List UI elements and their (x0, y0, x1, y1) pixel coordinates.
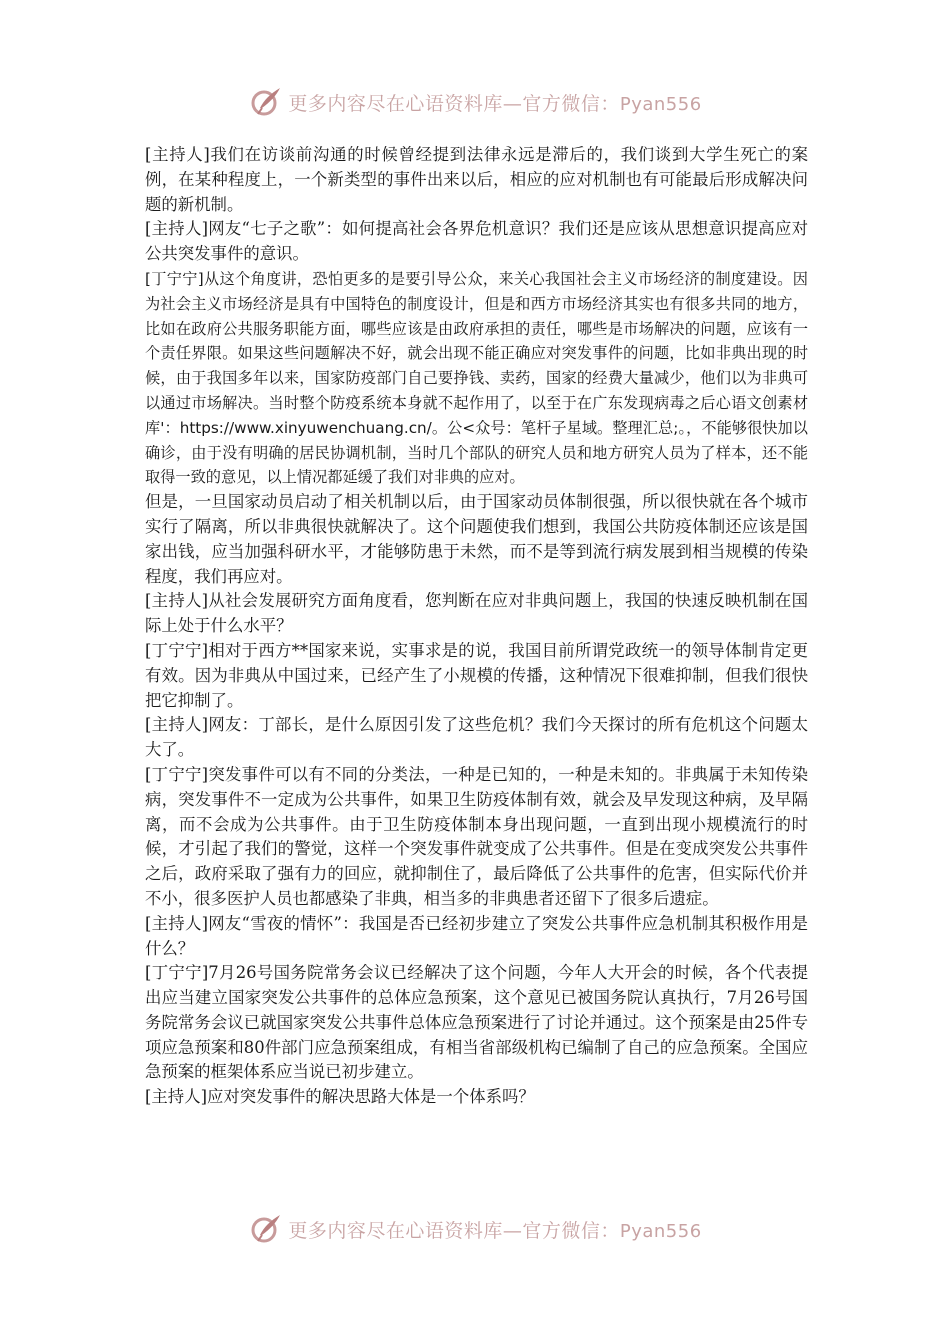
document-body (145, 143, 808, 1110)
paragraph-6: [丁宁宁]相对于西方**国家来说，实事求是的说，我国目前所谓党政统一的领导体制肯定更有效。因为非典从中国过来，已经产生了小规模的传播，这种情况下很难抑制，但我们很快把它抑制了。 (145, 640, 808, 710)
paragraph-8: [丁宁宁]突发事件可以有不同的分类法，一种是已知的，一种是未知的。非典属于未知传染病，突发事件不一定成为公共事件，如果卫生防疫体制有效，就会及早发现这种病，及早隔离，而不会成为公共事件。由于卫生防疫体制本身出现问题，一直到出现小规模流行的时候，才引起了我们的警觉，这样一个突发事件就变成了公共事件。但是在变成突发公共事件之后，政府采取了强有力的回应，就抑制住了，最后降低了公共事件的危害，但实际代价并不小，很多医护人员也都感染了非典，相当多的非典患者还留下了很多后遗症。 (145, 764, 808, 908)
paragraph-3: [丁宁宁]从这个角度讲，恐怕更多的是要引导公众，来关心我国社会主义市场经济的制度建设。因为社会主义市场经济是具有中国特色的制度设计，但是和西方市场经济其实也有很多共同的地方，比如在政府公共服务职能方面，哪些应该是由政府承担的责任，哪些是市场解决的问题，应该有一个责任界限。如果这些问题解决不好，就会出现不能正确应对突发事件的问题，比如非典出现的时候，由于我国多年以来，国家防疫部门自己要挣钱、卖药，国家的经费大量减少，他们以为非典可以通过市场解决。当时整个防疫系统本身就不起作用了，以至于在广东发现病毒之后心语文创素材库'：https://www.xinyuwenchuang.cn/。公<众号：笔杆子星域。整理汇总;。，不能够很快加以确诊，由于没有明确的居民协调机制，当时几个部队的研究人员和地方研究人员为了样本，还不能取得一致的意见，以上情况都延缓了我们对非典的应对。 (145, 269, 808, 487)
header-watermark-text: 更多内容尽在心语资料库—官方微信：Pyan556 (288, 92, 702, 115)
header-watermark-handle: Pyan556 (619, 93, 702, 115)
paragraph-7: [主持人]网友：丁部长，是什么原因引发了这些危机？我们今天探讨的所有危机这个问题太大了。 (145, 715, 808, 760)
paragraph-10: [丁宁宁]7月26号国务院常务会议已经解决了这个问题，今年人大开会的时候，各个代表提出应当建立国家突发公共事件的总体应急预案，这个意见已被国务院认真执行，7月26号国务院常务会议已就国家突发公共事件总体应急预案进行了讨论并通过。这个预案是由25件专项应急预案和80件部门应急预案组成，有相当省部级机构已编制了自己的应急预案。全国应急预案的框架体系应当说已初步建立。 (145, 963, 808, 1082)
paragraph-2: [主持人]网友“七子之歌”：如何提高社会各界危机意识？我们还是应该从思想意识提高应对公共突发事件的意识。 (145, 219, 808, 264)
footer-watermark-text: 更多内容尽在心语资料库—官方微信：Pyan556 (288, 1219, 702, 1242)
footer-watermark-handle: Pyan556 (619, 1220, 702, 1242)
paragraph-11: [主持人]应对突发事件的解决思路大体是一个体系吗？ (145, 1087, 535, 1107)
quill-logo-icon (248, 84, 284, 120)
paragraph-4: 但是，一旦国家动员启动了相关机制以后，由于国家动员体制很强，所以很快就在各个城市实行了隔离，所以非典很快就解决了。这个问题使我们想到，我国公共防疫体制还应该是国家出钱，应当加强科研水平，才能够防患于未然，而不是等到流行病发展到相当规模的传染程度，我们再应对。 (145, 492, 808, 586)
paragraph-5: [主持人]从社会发展研究方面角度看，您判断在应对非典问题上，我国的快速反映机制在国际上处于什么水平？ (145, 591, 808, 636)
paragraph-1: [主持人]我们在访谈前沟通的时候曾经提到法律永远是滞后的，我们谈到大学生死亡的案例，在某种程度上，一个新类型的事件出来以后，相应的应对机制也有可能最后形成解决问题的新机制。 (145, 145, 808, 214)
paragraph-9: [主持人]网友“雪夜的情怀”：我国是否已经初步建立了突发公共事件应急机制其积极作用是什么？ (145, 913, 808, 958)
quill-logo-icon (248, 1211, 284, 1247)
header-watermark (0, 82, 950, 122)
footer-watermark (0, 1209, 950, 1249)
